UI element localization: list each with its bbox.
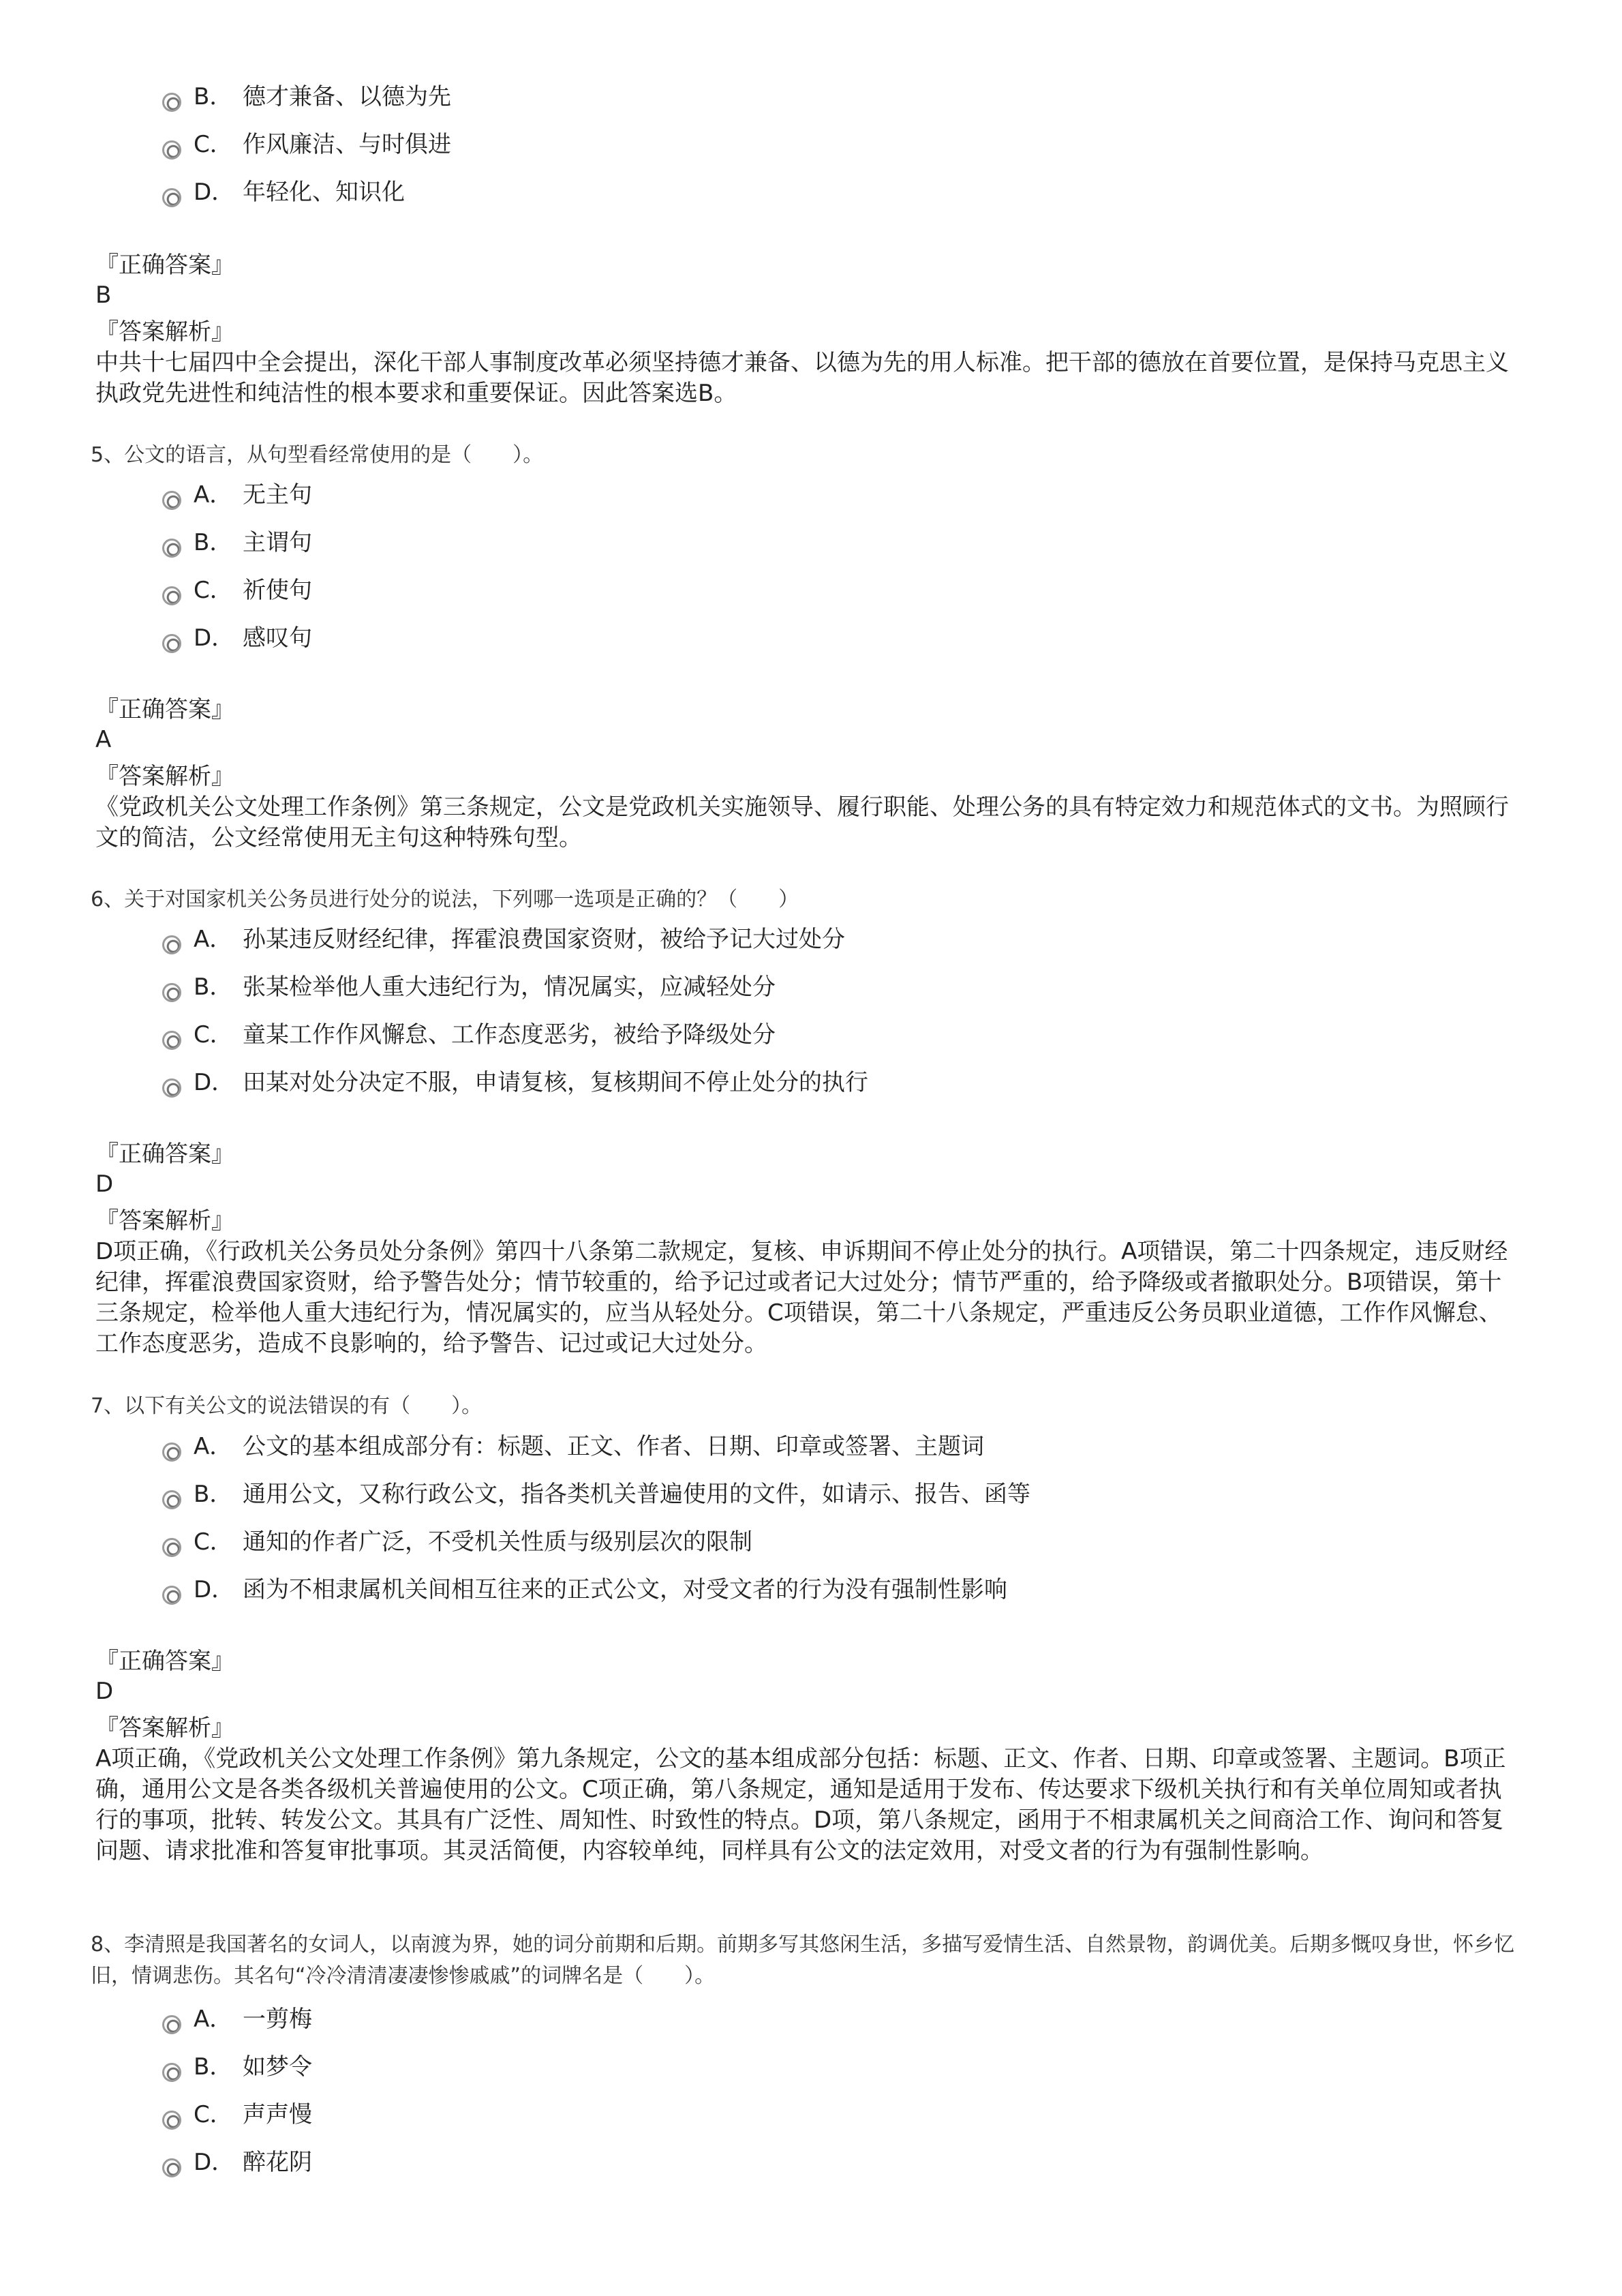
q6-analysis: D项正确，《行政机关公务员处分条例》第四十八条第二款规定，复核、申诉期间不停止处分的执行。A项错误，第二十四条规定，违反财经纪律，挥霍浪费国家资财，给予警告处分；情节较重的，给予记过或者记大过处分；情节严重的，给予降级或者撤职处分。B项错误，第十三条规定，检举他人重大违纪行为，情况属实的，应当从轻处分。C项错误，第二十八条规定，严重违反公务员职业道德，工作作风懈怠、工作态度恶劣，造成不良影响的，给予警告、记过或记大过处分。	[95, 1238, 1508, 1357]
radio-icon[interactable]	[162, 2063, 181, 2082]
radio-icon[interactable]	[162, 1078, 181, 1098]
q7-analysis: A项正确，《党政机关公文处理工作条例》第九条规定，公文的基本组成部分包括：标题、正文、作者、日期、印章或签署、主题词。B项正确，通用公文是各类各级机关普遍使用的公文。C项正确，第八条规定，通知是适用于发布、传达要求下级机关执行和有关单位周知或者执行的事项，批转、转发公文。其具有广泛性、周知性、时致性的特点。D项，第八条规定，函用于不相隶属机关之间商洽工作、询问和答复问题、请求批准和答复审批事项。其灵活简便，内容较单纯，同样具有公文的法定效用，对受文者的行为有强制性影响。	[95, 1745, 1506, 1864]
q4-answer-label: 『正确答案』	[95, 252, 234, 279]
q7-analysis-label: 『答案解析』	[95, 1715, 234, 1742]
q6-option-c[interactable]: C． 童某工作作风懈怠、工作态度恶劣，被给予降级处分	[162, 1014, 776, 1055]
q7-answer: D	[95, 1678, 114, 1705]
q7-answer-label: 『正确答案』	[95, 1648, 234, 1675]
radio-icon[interactable]	[162, 491, 181, 510]
q7-question: 7、以下有关公文的说法错误的有（ ）。	[91, 1394, 483, 1418]
radio-icon[interactable]	[162, 188, 181, 207]
q8-option-b[interactable]: B． 如梦令	[162, 2046, 312, 2087]
radio-icon[interactable]	[162, 1490, 181, 1509]
q4-option-d[interactable]: D． 年轻化、知识化	[162, 172, 405, 213]
radio-icon[interactable]	[162, 1586, 181, 1605]
q5-answer-label: 『正确答案』	[95, 696, 234, 723]
q5-answer: A	[95, 726, 112, 753]
q5-option-a[interactable]: A． 无主句	[162, 474, 312, 515]
radio-icon[interactable]	[162, 1442, 181, 1462]
radio-icon[interactable]	[162, 634, 181, 653]
q7-option-a[interactable]: A． 公文的基本组成部分有：标题、正文、作者、日期、印章或签署、主题词	[162, 1426, 984, 1467]
q4-answer: B	[95, 282, 112, 309]
q6-analysis-label: 『答案解析』	[95, 1207, 234, 1235]
radio-icon[interactable]	[162, 2015, 181, 2034]
radio-icon[interactable]	[162, 586, 181, 605]
q7-option-b[interactable]: B． 通用公文，又称行政公文，指各类机关普遍使用的文件，如请示、报告、函等	[162, 1474, 1030, 1515]
q5-question: 5、公文的语言，从句型看经常使用的是（ ）。	[91, 443, 544, 467]
radio-icon[interactable]	[162, 983, 181, 1002]
radio-icon[interactable]	[162, 1031, 181, 1050]
q6-option-b[interactable]: B． 张某检举他人重大违纪行为，情况属实，应减轻处分	[162, 967, 776, 1008]
q5-option-b[interactable]: B． 主谓句	[162, 522, 312, 563]
q7-option-c[interactable]: C． 通知的作者广泛，不受机关性质与级别层次的限制	[162, 1522, 752, 1562]
radio-icon[interactable]	[162, 1538, 181, 1557]
q5-option-d[interactable]: D． 感叹句	[162, 618, 312, 659]
q6-question: 6、关于对国家机关公务员进行处分的说法，下列哪一选项是正确的？（ ）	[91, 888, 799, 911]
radio-icon[interactable]	[162, 935, 181, 954]
q5-analysis-label: 『答案解析』	[95, 763, 234, 790]
q8-option-a[interactable]: A． 一剪梅	[162, 1999, 312, 2040]
q8-option-c[interactable]: C． 声声慢	[162, 2094, 312, 2135]
q7-option-d[interactable]: D． 函为不相隶属机关间相互往来的正式公文，对受文者的行为没有强制性影响	[162, 1569, 1007, 1610]
q6-option-d[interactable]: D． 田某对处分决定不服，申请复核，复核期间不停止处分的执行	[162, 1062, 868, 1103]
q6-answer: D	[95, 1170, 114, 1198]
q6-answer-label: 『正确答案』	[95, 1141, 234, 1168]
radio-icon[interactable]	[162, 140, 181, 160]
q5-option-c[interactable]: C． 祈使句	[162, 570, 312, 611]
q4-option-b[interactable]: B． 德才兼备、以德为先	[162, 76, 451, 117]
q8-question: 8、李清照是我国著名的女词人，以南渡为界，她的词分前期和后期。前期多写其悠闲生活，多描写爱情生活、自然景物，韵调优美。后期多慨叹身世，怀乡忆旧，情调悲伤。其名句“冷冷清清凄凄惨惨戚戚”的词牌名是（ ）。	[91, 1933, 1515, 1988]
radio-icon[interactable]	[162, 539, 181, 558]
q6-option-a[interactable]: A． 孙某违反财经纪律，挥霍浪费国家资财，被给予记大过处分	[162, 919, 845, 960]
q4-analysis: 中共十七届四中全会提出，深化干部人事制度改革必须坚持德才兼备、以德为先的用人标准。把干部的德放在首要位置，是保持马克思主义执政党先进性和纯洁性的根本要求和重要保证。因此答案选B。	[95, 349, 1509, 407]
q8-option-d[interactable]: D． 醉花阴	[162, 2142, 312, 2183]
q4-option-c[interactable]: C． 作风廉洁、与时俱进	[162, 124, 451, 165]
q5-analysis: 《党政机关公文处理工作条例》第三条规定，公文是党政机关实施领导、履行职能、处理公务的具有特定效力和规范体式的文书。为照顾行文的简洁，公文经常使用无主句这种特殊句型。	[95, 794, 1509, 851]
radio-icon[interactable]	[162, 93, 181, 112]
q4-analysis-label: 『答案解析』	[95, 318, 234, 346]
radio-icon[interactable]	[162, 2158, 181, 2177]
radio-icon[interactable]	[162, 2111, 181, 2130]
